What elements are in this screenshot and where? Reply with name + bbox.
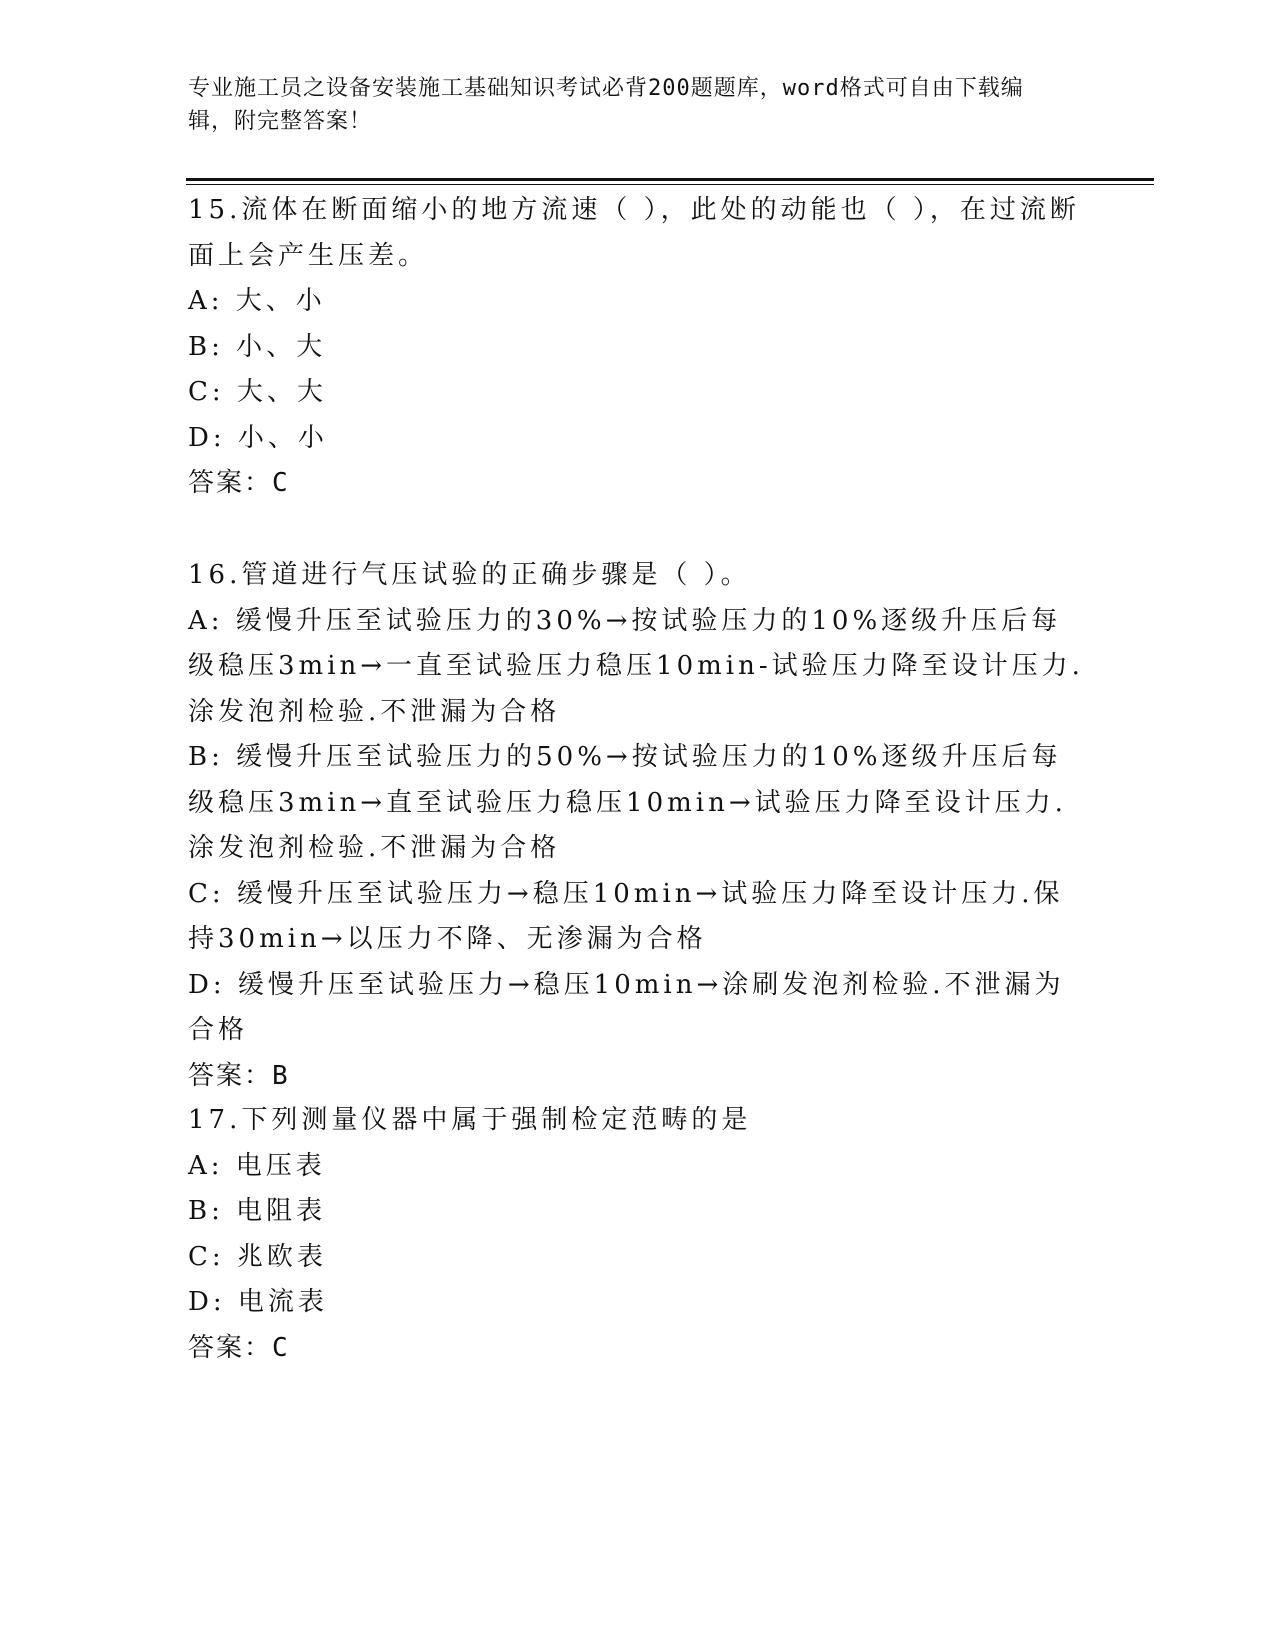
question-stem: 16.管道进行气压试验的正确步骤是（ ）。: [188, 560, 751, 590]
question-16: [188, 553, 1088, 1099]
header-divider-thick: [186, 178, 1154, 181]
option-d: D: 小、小: [188, 422, 328, 453]
option-c: C: 大、大: [188, 377, 327, 407]
option-a: A: 缓慢升压至试验压力的30%→按试验压力的10%逐级升压后每级稳压3min→一直至试验压力稳压10min-试验压力降至设计压力.涂发泡剂检验.不泄漏为合格: [188, 605, 1084, 727]
answer: 答案：B: [188, 1060, 290, 1091]
answer: 答案：C: [188, 1332, 290, 1363]
question-15: [188, 188, 1088, 507]
header-divider-thin: [186, 184, 1154, 185]
option-b: B: 缓慢升压至试验压力的50%→按试验压力的10%逐级升压后每级稳压3min→直至试验压力稳压10min→试验压力降至设计压力.涂发泡剂检验.不泄漏为合格: [188, 742, 1067, 863]
option-a: A: 电压表: [188, 1150, 326, 1181]
header-text: 专业施工员之设备安装施工基础知识考试必背200题题库，word格式可自由下载编辑，附完整答案！: [188, 76, 1024, 134]
option-b: B: 小、大: [188, 331, 327, 362]
option-a: A: 大、小: [188, 286, 326, 316]
document-header: [188, 72, 1068, 138]
question-17: [188, 1098, 1088, 1371]
option-b: B: 电阻表: [188, 1196, 327, 1226]
option-d: D: 电流表: [188, 1287, 328, 1317]
question-stem: 17.下列测量仪器中属于强制检定范畴的是: [188, 1105, 752, 1135]
option-d: D: 缓慢升压至试验压力→稳压10min→涂刷发泡剂检验.不泄漏为合格: [188, 969, 1065, 1045]
option-c: C: 兆欧表: [188, 1241, 327, 1272]
option-c: C: 缓慢升压至试验压力→稳压10min→试验压力降至设计压力.保持30min→以压力不降、无渗漏为合格: [188, 878, 1064, 954]
answer: 答案：C: [188, 468, 290, 498]
question-stem: 15.流体在断面缩小的地方流速（ ），此处的动能也（ ），在过流断面上会产生压差。: [188, 195, 1080, 271]
